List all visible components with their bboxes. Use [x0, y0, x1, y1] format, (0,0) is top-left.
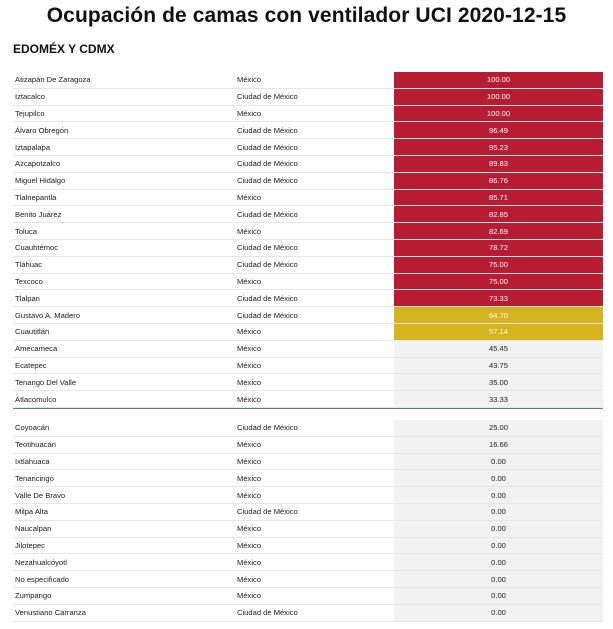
state-name: Ciudad de México [237, 209, 298, 219]
occupancy-value: 82.85 [394, 206, 603, 222]
occupancy-value: 0.00 [394, 588, 603, 604]
state-name: México [237, 377, 262, 387]
table-row [13, 504, 603, 521]
municipality-name: No especificado [15, 574, 70, 584]
state-name: Ciudad de México [237, 423, 298, 433]
table-row [13, 571, 603, 588]
occupancy-value: 57.14 [394, 324, 603, 340]
state-name: México [237, 192, 262, 202]
table-row [13, 521, 603, 538]
occupancy-value: 85.71 [394, 190, 603, 206]
table-row [13, 554, 603, 571]
table-row [13, 358, 603, 375]
occupancy-value: 45.45 [394, 341, 603, 357]
municipality-name: Amecameca [15, 344, 58, 354]
state-name: Ciudad de México [237, 310, 298, 320]
state-name: México [237, 456, 262, 466]
table-row [13, 605, 603, 622]
state-name: Ciudad de México [237, 260, 298, 270]
state-name: Ciudad de México [237, 243, 298, 253]
municipality-name: Toluca [15, 226, 37, 236]
municipality-name: Tenancingo [15, 473, 54, 483]
state-name: Ciudad de México [237, 176, 298, 186]
table-row [13, 290, 603, 307]
table-row [13, 307, 603, 324]
municipality-name: Iztapalapa [15, 142, 51, 152]
occupancy-value: 0.00 [394, 470, 603, 486]
state-name: Ciudad de México [237, 159, 298, 169]
municipality-name: Jilotepec [15, 540, 45, 550]
municipality-name: Tlalnepantla [15, 192, 57, 202]
state-name: México [237, 394, 262, 404]
state-name: México [237, 591, 262, 601]
municipality-name: Nezahualcóyotl [15, 557, 67, 567]
state-name: México [237, 490, 262, 500]
occupancy-value: 0.00 [394, 605, 603, 621]
municipality-name: Venustiano Carranza [15, 608, 86, 618]
municipality-name: Álvaro Obregón [15, 125, 69, 135]
state-name: México [237, 524, 262, 534]
state-name: Ciudad de México [237, 92, 298, 102]
occupancy-value: 78.72 [394, 240, 603, 256]
municipality-name: Tlalpan [15, 293, 40, 303]
municipality-name: Iztacalco [15, 92, 45, 102]
table-row [13, 223, 603, 240]
table-row [13, 274, 603, 291]
table-row [13, 89, 603, 106]
table-row [13, 454, 603, 471]
state-name: México [237, 75, 262, 85]
page-title: Ocupación de camas con ventilador UCI 2020-12-15 [46, 4, 567, 27]
table-row [13, 420, 603, 437]
occupancy-value: 33.33 [394, 391, 603, 407]
table-row [13, 173, 603, 190]
municipality-name: Tejupilco [15, 108, 45, 118]
occupancy-value: 100.00 [394, 89, 603, 105]
occupancy-value: 0.00 [394, 521, 603, 537]
table-row [13, 106, 603, 123]
municipality-name: Coyoacán [15, 423, 50, 433]
municipality-name: Valle De Bravo [15, 490, 66, 500]
occupancy-value: 0.00 [394, 487, 603, 503]
table-row [13, 391, 603, 408]
municipality-name: Tláhuac [15, 260, 43, 270]
state-name: México [237, 327, 262, 337]
occupancy-value: 75.00 [394, 274, 603, 290]
table-row [13, 487, 603, 504]
table-row [13, 122, 603, 139]
table-row [13, 156, 603, 173]
occupancy-table-top [13, 72, 603, 408]
state-name: Ciudad de México [237, 293, 298, 303]
municipality-name: Gustavo A. Madero [15, 310, 81, 320]
occupancy-value: 73.33 [394, 290, 603, 306]
state-name: México [237, 360, 262, 370]
table-row [13, 240, 603, 257]
state-name: México [237, 226, 262, 236]
state-name: Ciudad de México [237, 608, 298, 618]
table-row [13, 437, 603, 454]
state-name: Ciudad de México [237, 142, 298, 152]
municipality-name: Cuautitlán [15, 327, 50, 337]
occupancy-value: 25.00 [394, 420, 603, 436]
occupancy-value: 100.00 [394, 72, 603, 88]
occupancy-value: 75.00 [394, 257, 603, 273]
occupancy-value: 16.66 [394, 437, 603, 453]
table-row [13, 139, 603, 156]
table-row [13, 470, 603, 487]
table-row [13, 190, 603, 207]
state-name: México [237, 344, 262, 354]
municipality-name: Milpa Alta [15, 507, 48, 517]
municipality-name: Atlacomulco [15, 394, 57, 404]
table-row [13, 324, 603, 341]
state-name: México [237, 540, 262, 550]
table-row [13, 374, 603, 391]
region-subtitle: EDOMÉX Y CDMX [13, 42, 115, 56]
municipality-name: Azcapotzalco [15, 159, 61, 169]
table-divider [13, 408, 603, 409]
occupancy-value: 35.00 [394, 374, 603, 390]
state-name: México [237, 574, 262, 584]
state-name: México [237, 276, 262, 286]
table-row [13, 206, 603, 223]
occupancy-value: 43.75 [394, 358, 603, 374]
municipality-name: Atizapán De Zaragoza [15, 75, 91, 85]
occupancy-value: 89.83 [394, 156, 603, 172]
occupancy-value: 82.69 [394, 223, 603, 239]
occupancy-value: 0.00 [394, 454, 603, 470]
state-name: Ciudad de México [237, 507, 298, 517]
table-row [13, 72, 603, 89]
occupancy-value: 86.76 [394, 173, 603, 189]
table-row [13, 588, 603, 605]
state-name: Ciudad de México [237, 125, 298, 135]
occupancy-value: 0.00 [394, 538, 603, 554]
table-row [13, 257, 603, 274]
occupancy-value: 0.00 [394, 504, 603, 520]
municipality-name: Texcoco [15, 276, 43, 286]
occupancy-value: 0.00 [394, 554, 603, 570]
municipality-name: Ecatepec [15, 360, 47, 370]
state-name: México [237, 440, 262, 450]
municipality-name: Cuauhtémoc [15, 243, 59, 253]
municipality-name: Miguel Hidalgo [15, 176, 66, 186]
municipality-name: Ixtlahuaca [15, 456, 50, 466]
municipality-name: Tenango Del Valle [15, 377, 77, 387]
municipality-name: Naucalpan [15, 524, 52, 534]
occupancy-table-bottom [13, 420, 603, 622]
table-row [13, 341, 603, 358]
municipality-name: Benito Juárez [15, 209, 62, 219]
occupancy-value: 100.00 [394, 106, 603, 122]
state-name: México [237, 108, 262, 118]
municipality-name: Zumpango [15, 591, 52, 601]
occupancy-value: 0.00 [394, 571, 603, 587]
state-name: México [237, 473, 262, 483]
municipality-name: Teotihuacán [15, 440, 56, 450]
occupancy-value: 64.70 [394, 307, 603, 323]
occupancy-value: 96.49 [394, 122, 603, 138]
state-name: México [237, 557, 262, 567]
occupancy-value: 95.23 [394, 139, 603, 155]
table-row [13, 538, 603, 555]
